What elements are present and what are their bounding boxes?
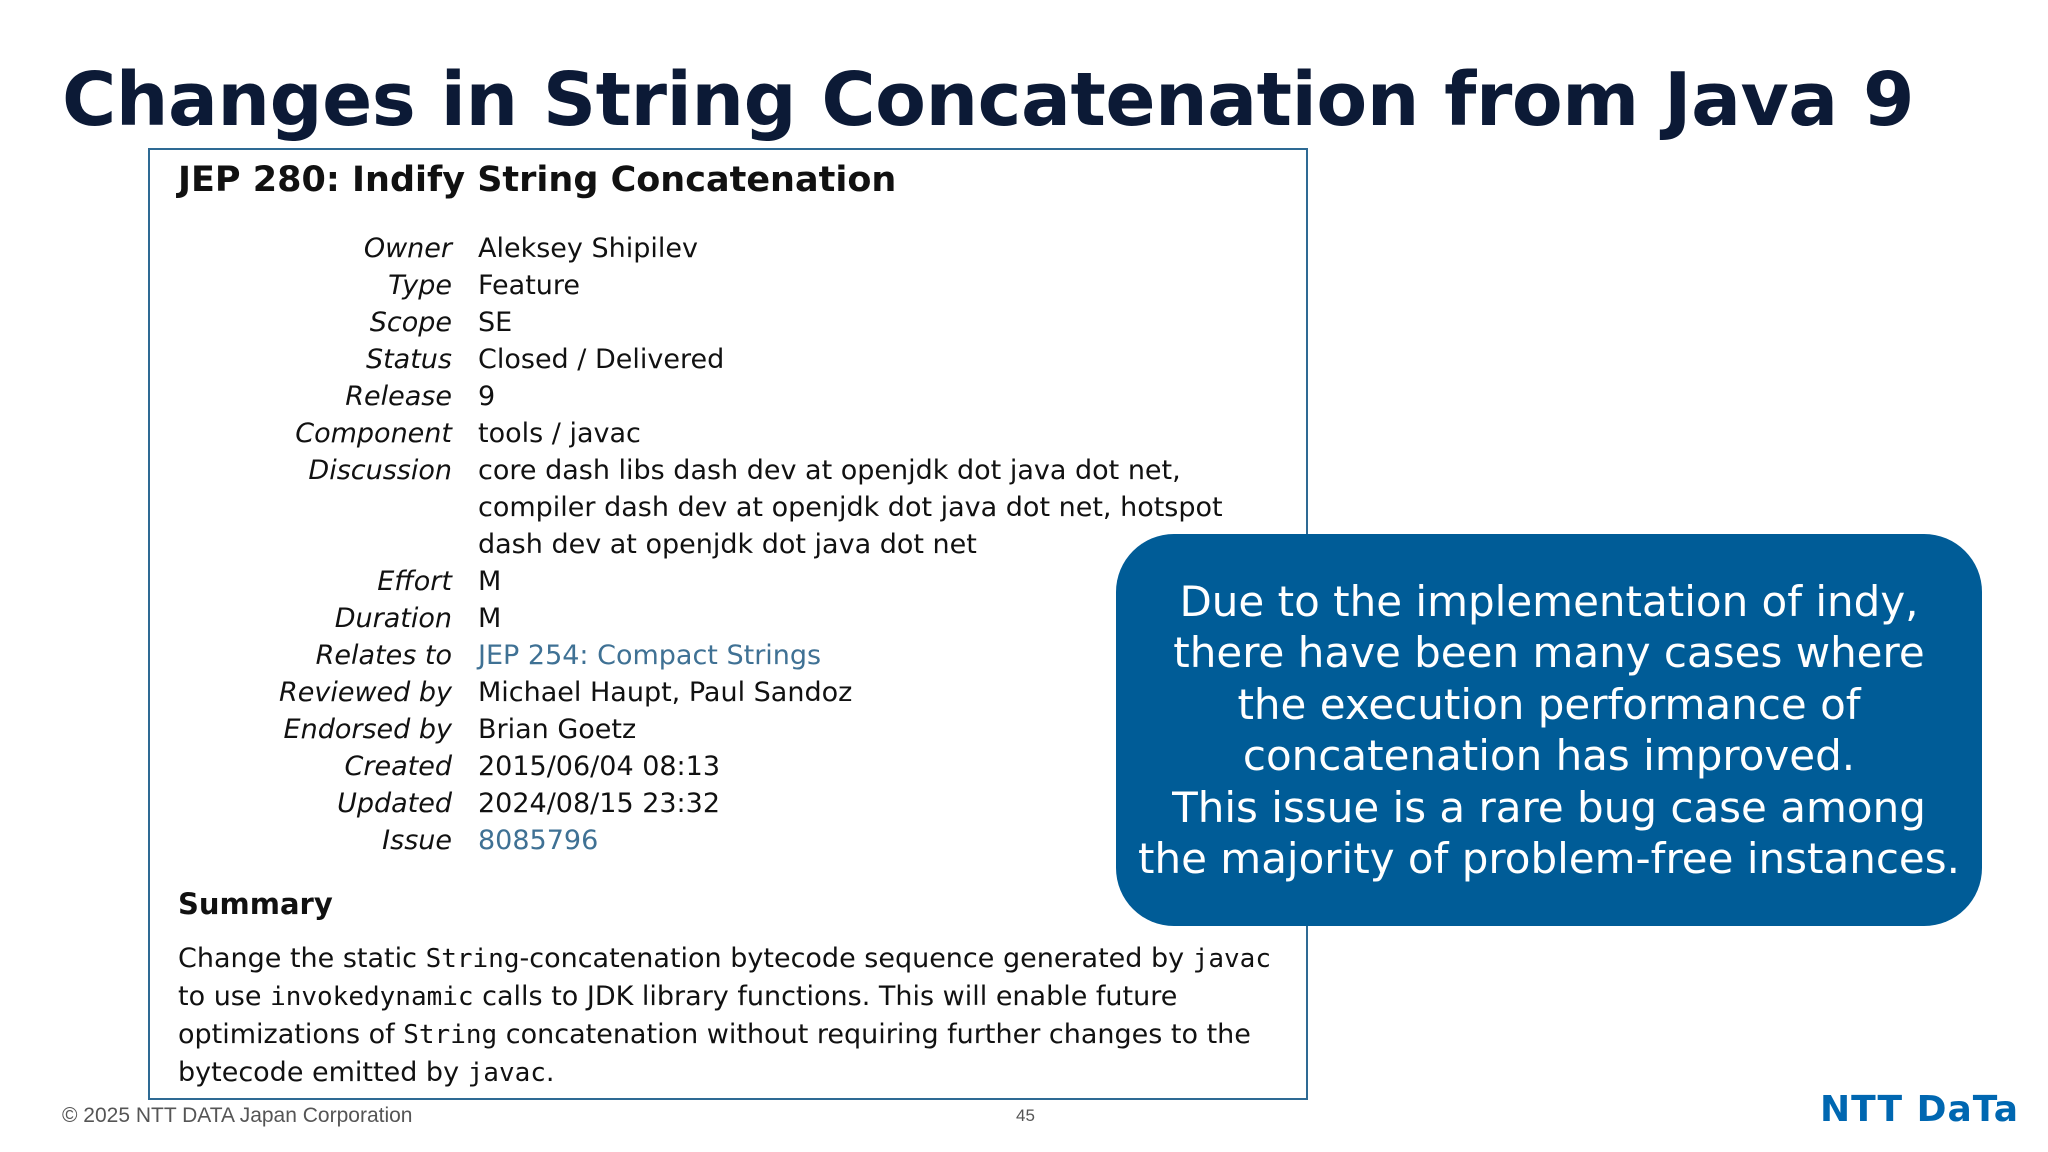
summary-text-part: -concatenation bytecode sequence generated by [519,943,1193,974]
metadata-value: SE [478,307,513,338]
metadata-key: Duration [334,603,452,634]
metadata-value: M [478,603,502,634]
metadata-key: Endorsed by [283,714,452,745]
metadata-value: core dash libs dash dev at openjdk dot java dot net, compiler dash dev at openjdk dot java dot net, hotspot dash dev at openjdk dot java dot net [478,455,1223,560]
summary-code: String [403,1020,498,1050]
metadata-key: Scope [369,307,452,338]
callout-line: concatenation has improved. [1242,731,1856,780]
metadata-row [150,341,1306,378]
metadata-value: 9 [478,381,496,412]
jep-title: JEP 280: Indify String Concatenation [178,160,897,200]
summary-code: invokedynamic [270,982,474,1012]
metadata-key: Component [295,418,452,449]
metadata-key: Created [344,751,452,782]
summary-text-part: to use [178,981,271,1012]
metadata-key: Owner [363,233,452,264]
footer-copyright: © 2025 NTT DATA Japan Corporation [62,1104,413,1127]
metadata-value: 2024/08/15 23:32 [478,788,721,819]
metadata-row [150,378,1306,415]
metadata-key: Release [345,381,452,412]
summary-text-part: Change the static [178,943,426,974]
metadata-row [150,452,1306,563]
metadata-value: Aleksey Shipilev [478,233,698,264]
slide-title: Changes in String Concatenation from Java 9 [62,57,1914,143]
metadata-value: Michael Haupt, Paul Sandoz [478,677,853,708]
page-number: 45 [1016,1106,1035,1125]
metadata-key: Issue [382,825,452,856]
summary-heading: Summary [178,887,333,921]
metadata-key: Type [388,270,452,301]
metadata-link[interactable]: JEP 254: Compact Strings [478,640,822,671]
callout-box [1116,534,1982,926]
metadata-key: Reviewed by [279,677,452,708]
summary-text-part: calls to JDK library functions. This will enable future optimizations of [178,981,1178,1050]
metadata-value: Feature [478,270,581,301]
metadata-value: M [478,566,502,597]
metadata-key: Relates to [315,640,452,671]
callout-line: there have been many cases where [1173,628,1925,677]
metadata-value: tools / javac [478,418,641,449]
callout-line: This issue is a rare bug case among [1172,782,1926,832]
metadata-key: Discussion [308,455,452,486]
summary-text-part: concatenation without requiring further changes to the bytecode emitted by [178,1019,1251,1088]
summary-text-part: . [545,1057,555,1088]
callout-line: the execution performance of [1237,679,1861,729]
metadata-value: 2015/06/04 08:13 [478,751,721,782]
metadata-value: Brian Goetz [478,714,637,745]
metadata-row [150,415,1306,452]
summary-text [178,940,1288,1092]
metadata-value: Closed / Delivered [478,344,725,375]
summary-code: javac [467,1058,546,1088]
metadata-key: Updated [337,788,452,819]
metadata-link[interactable]: 8085796 [478,825,599,856]
metadata-row [150,230,1306,267]
metadata-key: Effort [377,566,452,597]
summary-code: javac [1192,944,1271,974]
summary-code: String [425,944,520,974]
metadata-key: Status [365,344,452,375]
metadata-row [150,304,1306,341]
ntt-data-logo: NTT DaTa [1820,1089,2019,1130]
callout-line: Due to the implementation of indy, [1179,576,1919,626]
metadata-row [150,267,1306,304]
callout-line: the majority of problem-free instances. [1138,834,1960,883]
